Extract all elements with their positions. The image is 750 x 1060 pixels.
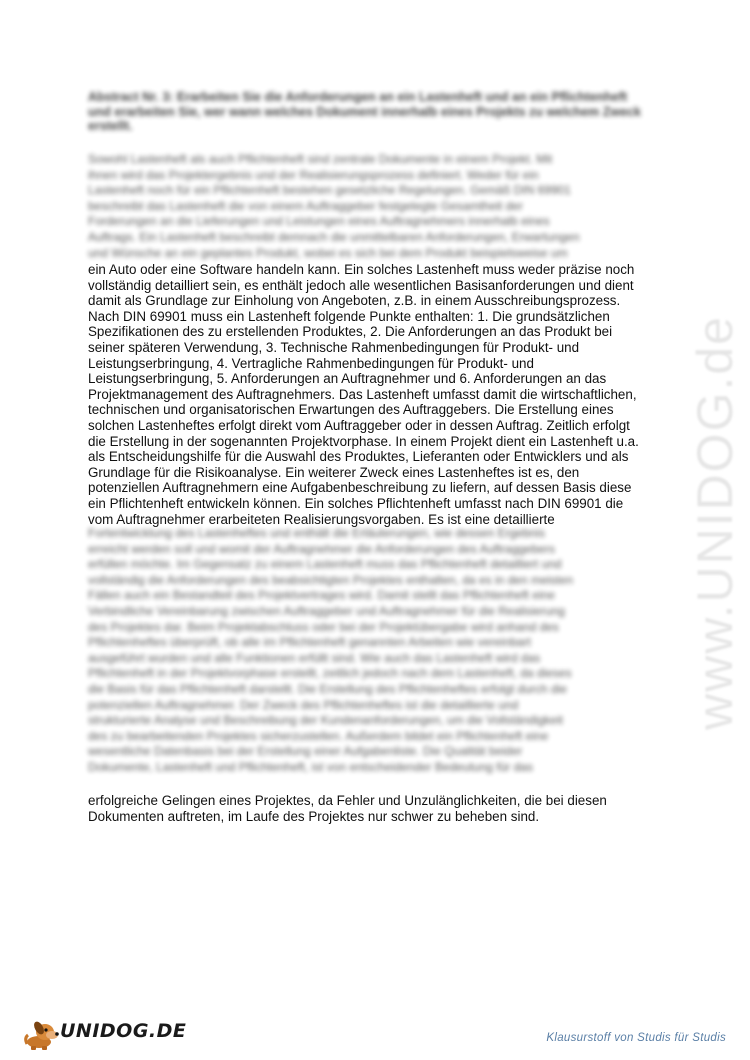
text-line: ein Pflichtenheft entwickeln können. Ein solches Pflichtenheft umfasst nach DIN 69901 die: [88, 495, 624, 511]
footer-tagline: Klausurstoff von Studis für Studis: [546, 1032, 726, 1044]
text-line: vom Auftragnehmer erarbeiteten Realisierungsvorgaben. Es ist eine detaillierte: [88, 511, 555, 527]
document-heading: Abstract Nr. 3: Erarbeiten Sie die Anforderungen an ein Lastenheft und an ein Pflichtenheft und erarbeiten Sie, wer wann welches Dokument innerhalb eines Projekts zu welchem Zweck erstellt.: [88, 90, 641, 133]
text-line: erfüllen möchte. Im Gegensatz zu einem Lastenheft muss das Pflichtenheft detailliert und: [88, 557, 562, 572]
text-line: die Erstellung in der sogenannten Projektvorphase. In einem Projekt dient ein Lastenheft u.a.: [88, 433, 639, 449]
text-line: damit als Grundlage zur Einholung von Angeboten, z.B. in einem Ausschreibungsprozess.: [88, 293, 621, 309]
text-line: Auftrags. Ein Lastenheft beschreibt demnach die unmittelbaren Anforderungen, Erwartungen: [88, 229, 580, 244]
text-line: erreicht werden soll und womit der Auftragnehmer die Anforderungen des Auftraggebers: [88, 541, 555, 556]
text-line: Forderungen an die Lieferungen und Leistungen eines Auftragnehmers innerhalb eines: [88, 214, 550, 229]
text-line: beschreibt das Lastenheft die von einem Auftraggeber festgelegte Gesamtheit der: [88, 198, 523, 213]
text-line: erfolgreiche Gelingen eines Projektes, da Fehler und Unzulänglichkeiten, die bei diesen: [88, 793, 607, 808]
paragraph-blurred-mid: [88, 526, 668, 776]
paragraph-clear-end: [88, 793, 668, 824]
text-line: Leistungserbringung, 4. Vertragliche Rahmenbedingungen für Produkt- und: [88, 355, 534, 371]
text-line: Verbindliche Vereinbarung zwischen Auftraggeber und Auftragnehmer für die Realisierung: [88, 603, 565, 618]
paragraph-blurred-top: [88, 152, 668, 261]
text-line: Pflichtenheft in der Projektvorphase erstellt, zeitlich jedoch nach dem Lastenheft, da dieses: [88, 666, 572, 681]
text-line: Fortentwicklung des Lastenheftes und enthält die Erläuterungen, wie dessen Ergebnis: [88, 526, 545, 540]
text-line: vollständig die Anforderungen des beabsichtigten Projektes enthalten, da es in den meisten: [88, 572, 573, 587]
text-line: Spezifikationen des zu erstellenden Produktes, 2. Die Anforderungen an das Produkt bei: [88, 324, 613, 340]
text-line: Projektmanagement des Auftragnehmers. Das Lastenheft umfasst damit die wirtschaftlichen,: [88, 386, 637, 402]
text-line: vollständig detailliert sein, es enthält jedoch alle wesentlichen Basisanforderungen und dient: [88, 277, 634, 293]
text-line: des zu bearbeitenden Projektes sicherzustellen. Außerdem bildet ein Pflichtenheft eine: [88, 728, 549, 743]
paragraph-clear: [88, 262, 668, 527]
text-line: Pflichtenheftes überprüft, ob alle im Pflichtenheft genannten Arbeiten wie vereinbart: [88, 635, 531, 650]
text-line: Leistungserbringung, 5. Anforderungen an Auftragnehmer und 6. Anforderungen an das: [88, 371, 607, 387]
text-line: seiner späteren Verwendung, 3. Technische Rahmenbedingungen für Produkt- und: [88, 339, 580, 355]
unidog-logo[interactable]: [22, 1017, 202, 1051]
text-line: ein Auto oder eine Software handeln kann. Ein solches Lastenheft muss weder präzise noch: [88, 262, 635, 277]
text-line: Dokumente, Lastenheft und Pflichtenheft, ist von entscheidender Bedeutung für das: [88, 759, 533, 774]
text-line: Nach DIN 69901 muss ein Lastenheft folgende Punkte enthalten: 1. Die grundsätzlichen: [88, 308, 610, 324]
text-line: potenziellen Auftragnehmern eine Aufgabenbeschreibung zu liefern, auf dessen Basis diese: [88, 480, 632, 496]
text-line: technischen und organisatorischen Erwartungen des Auftraggebers. Die Erstellung eines: [88, 402, 614, 418]
text-line: Dokumenten auftreten, im Laufe des Projektes nur schwer zu beheben sind.: [88, 808, 540, 824]
text-line: ihnen wird das Projektergebnis und der Realisierungsprozess definiert. Weder für ein: [88, 167, 539, 182]
text-line: Grundlage für die Risikoanalyse. Ein weiterer Zweck eines Lastenheftes ist es, den: [88, 464, 580, 480]
text-line: wesentliche Datenbasis bei der Erstellung einer Aufgabenliste. Die Qualität beider: [88, 744, 523, 759]
text-line: solchen Lastenheftes erfolgt direkt vom Auftraggeber oder in dessen Auftrag. Zeitlich erfolgt: [88, 417, 630, 433]
text-line: Fällen auch ein Bestandteil des Projektvertrages wird. Damit stellt das Pflichtenheft eine: [88, 588, 555, 603]
text-line: des Projektes dar. Beim Projektabschluss oder bei der Projektübergabe wird anhand des: [88, 619, 559, 634]
text-line: als Entscheidungshilfe für die Auswahl des Produktes, Lieferanten oder Entwicklers und als: [88, 449, 629, 465]
text-line: potenziellen Auftragnehmer. Der Zweck des Pflichtenheftes ist die detaillierte und: [88, 697, 519, 712]
text-line: Lastenheft noch für ein Pflichtenheft bestehen gesetzliche Regelungen. Gemäß DIN 69901: [88, 183, 571, 198]
text-line: strukturierte Analyse und Beschreibung der Kundenanforderungen, um die Vollständigkeit: [88, 713, 563, 728]
logo-wordmark: UNIDOG.DE: [60, 1020, 187, 1042]
text-line: Sowohl Lastenheft als auch Pflichtenheft sind zentrale Dokumente in einem Projekt. Mit: [88, 152, 553, 166]
text-line: und Wünsche an ein geplantes Produkt, wobei es sich bei dem Produkt beispielsweise um: [88, 245, 568, 260]
watermark-text: www.UNIDOG.de: [687, 315, 743, 730]
text-line: die Basis für das Pflichtenheft darstellt. Die Erstellung des Pflichtenheftes erfolgt durch die: [88, 681, 567, 696]
dog-mascot-icon: [22, 1017, 60, 1051]
text-line: ausgeführt wurden und alle Funktionen erfüllt sind. Wie auch das Lastenheft wird das: [88, 650, 541, 665]
